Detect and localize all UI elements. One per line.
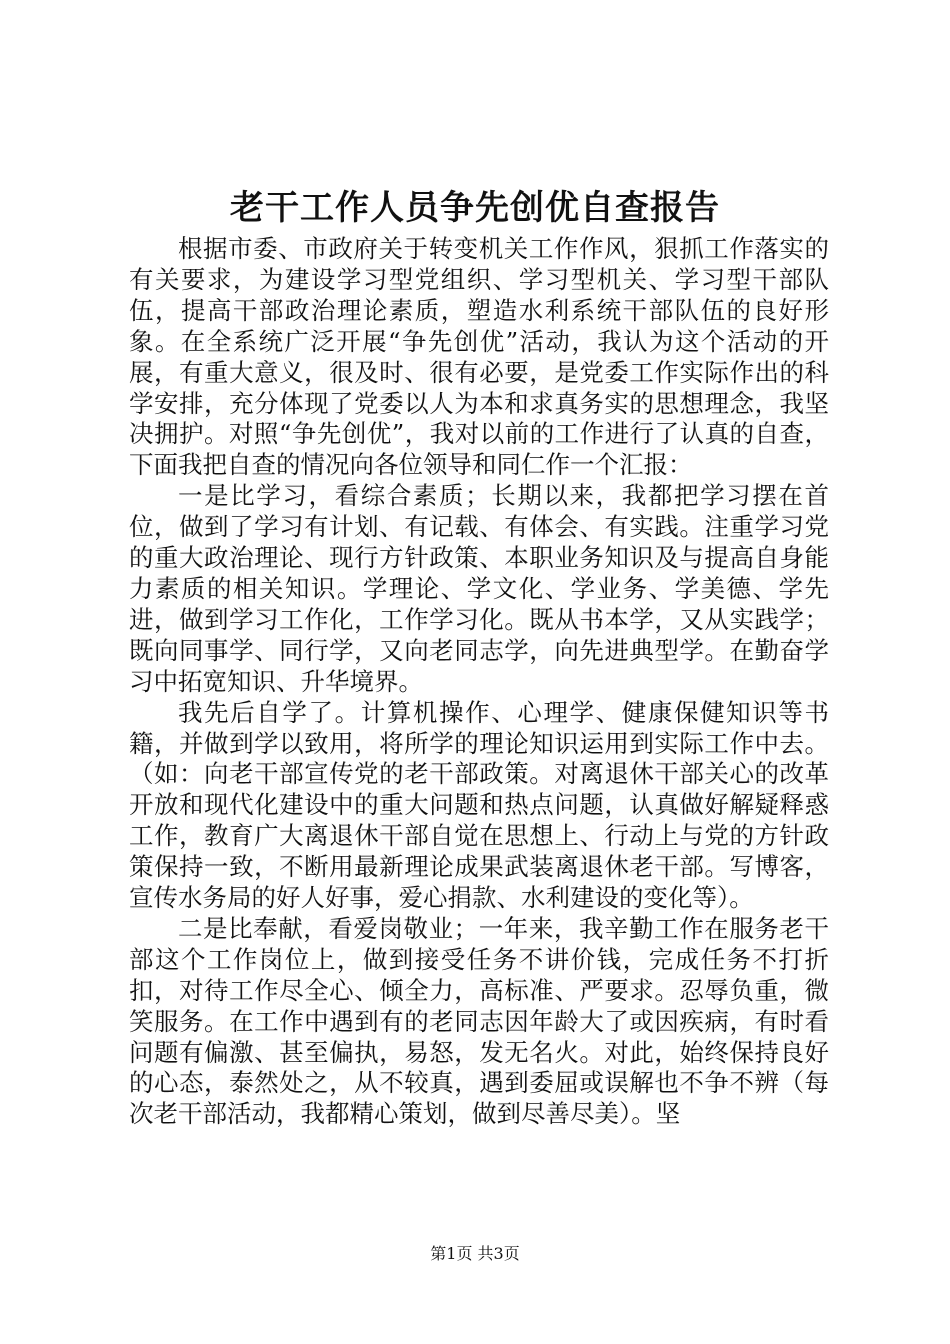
document-title: 老干工作人员争先创优自查报告	[230, 188, 720, 228]
document-body	[129, 234, 829, 1130]
paragraph-self-study: 我先后自学了。计算机操作、心理学、健康保健知识等书籍，并做到学以致用，将所学的理论知识运用到实际工作中去。（如：向老干部宣传党的老干部政策。对离退休干部关心的改革开放和现代化建设中的重大问题和热点问题，认真做好解疑释惑工作，教育广大离退休干部自觉在思想上、行动上与党的方针政策保持一致，不断用最新理论成果武装离退休老干部。写博客，宣传水务局的好人好事，爱心捐款、水利建设的变化等）。	[129, 697, 829, 913]
paragraph-study: 一是比学习，看综合素质；长期以来，我都把学习摆在首位，做到了学习有计划、有记载、有体会、有实践。注重学习党的重大政治理论、现行方针政策、本职业务知识及与提高自身能力素质的相关知识。学理论、学文化、学业务、学美德、学先进，做到学习工作化，工作学习化。既从书本学，又从实践学；既向同事学、同行学，又向老同志学，向先进典型学。在勤奋学习中拓宽知识、升华境界。	[129, 481, 829, 696]
paragraph-intro: 根据市委、市政府关于转变机关工作作风，狠抓工作落实的有关要求，为建设学习型党组织、学习型机关、学习型干部队伍，提高干部政治理论素质，塑造水利系统干部队伍的良好形象。在全系统广泛开展“争先创优”活动，我认为这个活动的开展，有重大意义，很及时、很有必要，是党委工作实际作出的科学安排，充分体现了党委以人为本和求真务实的思想理念，我坚决拥护。对照“争先创优”，我对以前的工作进行了认真的自查，下面我把自查的情况向各位领导和同仁作一个汇报：	[129, 234, 829, 480]
paragraph-dedication: 二是比奉献，看爱岗敬业；一年来，我辛勤工作在服务老干部这个工作岗位上，做到接受任务不讲价钱，完成任务不打折扣，对待工作尽全心、倾全力，高标准、严要求。忍辱负重，微笑服务。在工作中遇到有的老同志因年龄大了或因疾病，有时看问题有偏激、甚至偏执，易怒，发无名火。对此，始终保持良好的心态，泰然处之，从不较真，遇到委屈或误解也不争不辨（每次老干部活动，我都精心策划，做到尽善尽美）。坚	[129, 913, 829, 1129]
page-number: 第1页 共3页	[430, 1244, 520, 1263]
